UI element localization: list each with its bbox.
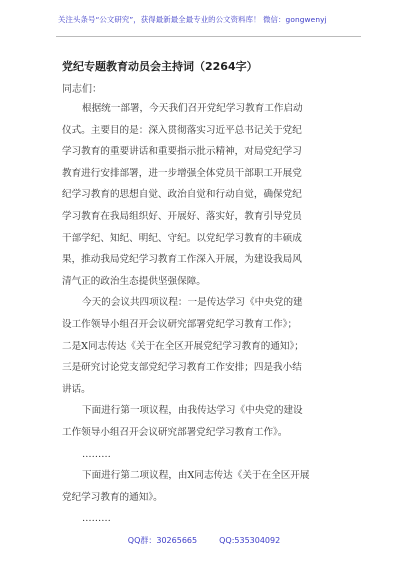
body-line: 讲话。 <box>62 383 91 395</box>
body-line: 学习教育在我局组织好、开展好、落实好，教育引导党员 <box>62 210 302 222</box>
document-title: 党纪专题教育动员会主持词（2264字） <box>62 60 258 73</box>
body-line: 清气正的政治生态提供坚强保障。 <box>62 275 206 287</box>
body-line: 纪学习教育的思想自觉、政治自觉和行动自觉，确保党纪 <box>62 189 302 201</box>
body-line: 设工作领导小组召开会议研究部署党纪学习教育工作》； <box>62 318 298 330</box>
body-line: 仪式。主要目的是：深入贯彻落实习近平总书记关于党纪 <box>62 124 302 136</box>
header-divider <box>56 36 361 37</box>
footer-qq: QQ:535304092 <box>219 536 281 545</box>
body-line: 下面进行第二项议程，由X同志传达《关于在全区开展 <box>82 470 310 482</box>
body-line: 三是研究讨论党支部党纪学习教育工作安排；四是我小结 <box>62 362 302 374</box>
document-body <box>62 98 358 530</box>
header-banner: 关注头条号“公文研究”，获得最新最全最专业的公文资料库！ 微信：gongwenyj <box>58 15 327 24</box>
footer-qq-group: QQ群：30265665 <box>127 536 198 545</box>
body-line: 党纪学习教育的通知》。 <box>62 491 163 503</box>
body-line: 干部学纪、知纪、明纪、守纪。以党纪学习教育的丰硕成 <box>62 232 302 244</box>
footer-contact <box>0 535 408 546</box>
body-line: 根据统一部署，今天我们召开党纪学习教育工作启动 <box>82 103 303 114</box>
body-line: 教育进行安排部署，进一步增强全体党员干部职工开展党 <box>62 167 302 179</box>
body-line: 二是X同志传达《关于在全区开展党纪学习教育的通知》； <box>62 340 304 352</box>
ellipsis-line: ……… <box>82 513 111 525</box>
ellipsis-line: ……… <box>82 448 111 460</box>
body-line: 工作领导小组召开会议研究部署党纪学习教育工作》。 <box>62 426 288 438</box>
body-line: 学习教育的重要讲话和重要指示批示精神，对局党纪学习 <box>62 146 302 158</box>
body-line: 果，推动我局党纪学习教育工作深入开展，为建设我局风 <box>62 254 302 266</box>
salutation: 同志们： <box>62 84 102 95</box>
body-line: 下面进行第一项议程，由我传达学习《中央党的建设 <box>82 405 303 417</box>
body-line: 今天的会议共四项议程：一是传达学习《中央党的建 <box>82 297 303 309</box>
